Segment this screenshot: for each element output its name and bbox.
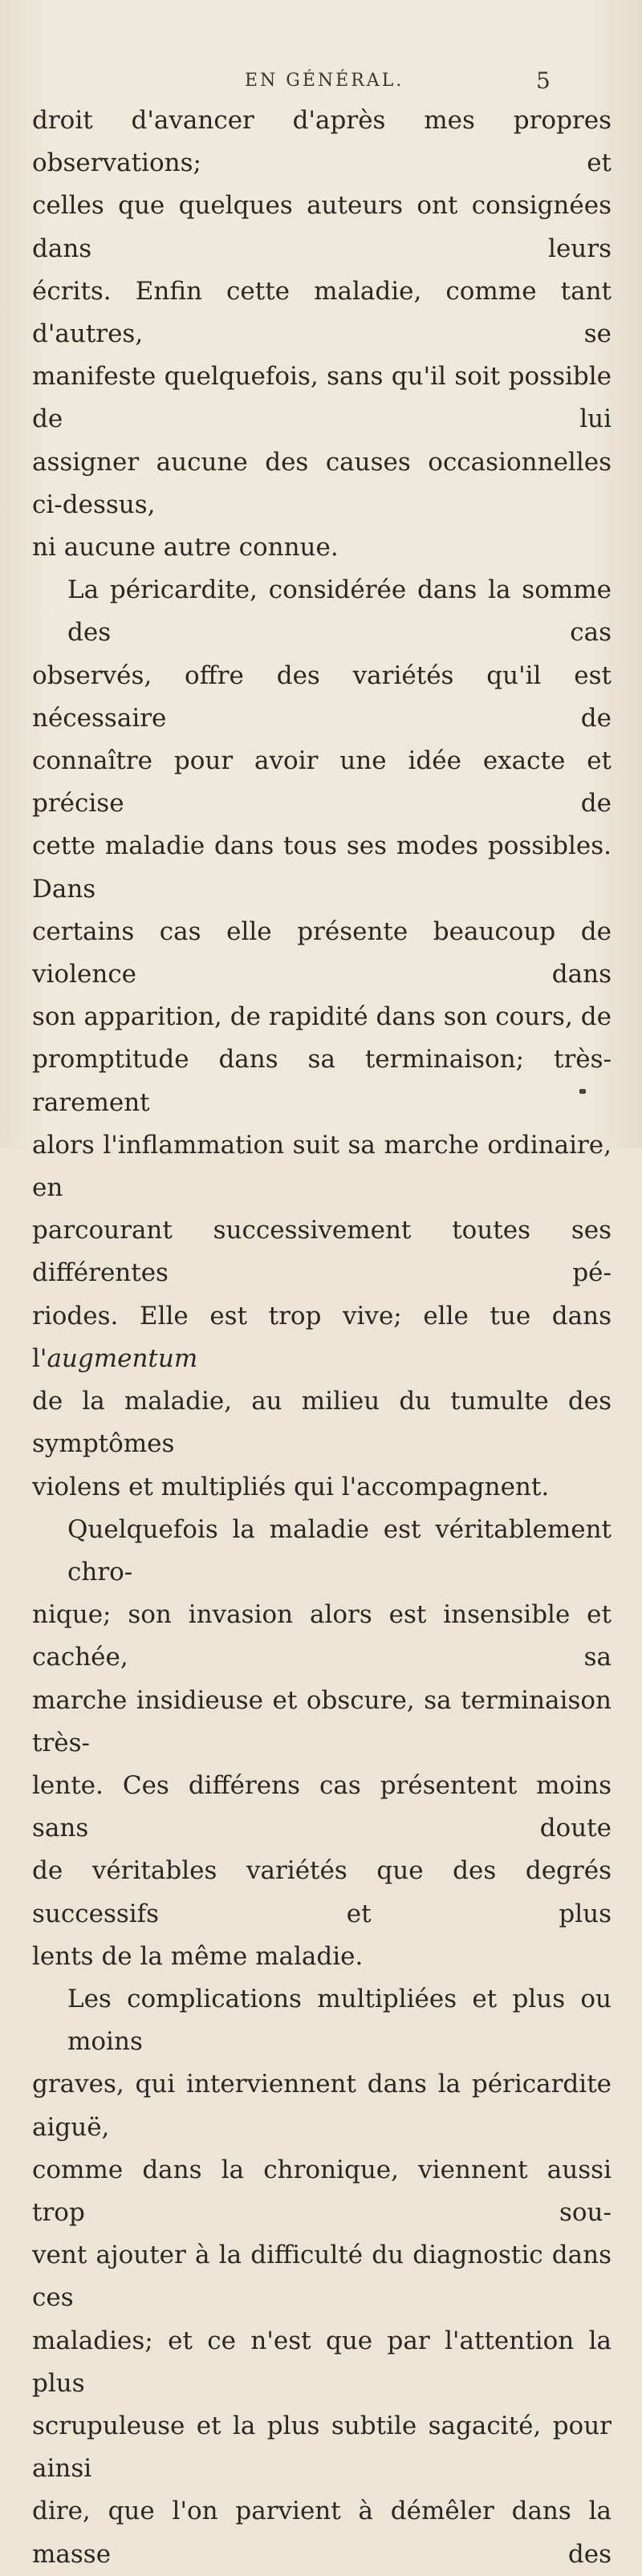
text-line: comme dans la chronique, viennent aussi trop sou- xyxy=(32,2155,612,2227)
text-line: de véritables variétés que des degrés successifs et plus xyxy=(32,1856,612,1928)
text-line: cette maladie dans tous ses modes possibles. Dans xyxy=(32,831,612,904)
page-number: 5 xyxy=(536,67,551,94)
text-line: parcourant successivement toutes ses différentes pé- xyxy=(32,1216,612,1288)
ink-mark xyxy=(579,1089,586,1094)
italic-word: augmentum xyxy=(47,1343,198,1373)
body-text xyxy=(32,100,612,2576)
text-line: manifeste quelquefois, sans qu'il soit possible de lui xyxy=(32,362,612,434)
text-line: maladies; et ce n'est que par l'attention la plus xyxy=(32,2326,612,2398)
text-line: lents de la même maladie. xyxy=(32,1941,364,1971)
text-line: dire, que l'on parvient à démêler dans la masse des xyxy=(32,2497,612,2569)
page-header xyxy=(0,67,642,103)
text-line: alors l'inflammation suit sa marche ordinaire, en xyxy=(32,1130,612,1203)
text-line: observés, offre des variétés qu'il est nécessaire de xyxy=(32,660,612,733)
text-line: connaître pour avoir une idée exacte et précise de xyxy=(32,746,612,819)
text-line: nique; son invasion alors est insensible et cachée, sa xyxy=(32,1600,612,1672)
text-line: droit d'avancer d'après mes propres observations; et xyxy=(32,106,612,178)
text-line: graves, qui interviennent dans la péricardite aiguë, xyxy=(32,2070,612,2142)
text-line: son apparition, de rapidité dans son cours, de xyxy=(32,1002,612,1032)
text-line: scrupuleuse et la plus subtile sagacité, pour ainsi xyxy=(32,2411,612,2484)
text-line: ni aucune autre connue. xyxy=(32,533,339,563)
running-title: EN GÉNÉRAL. xyxy=(245,71,404,91)
text-fragment: riodes. Elle est trop vive; elle tue dans l' xyxy=(32,1301,612,1373)
text-line: Les complications multipliées et plus ou moins xyxy=(67,1984,612,2057)
text-line: de la maladie, au milieu du tumulte des symptômes xyxy=(32,1387,612,1459)
text-line: Quelquefois la maladie est véritablement chro- xyxy=(67,1514,612,1587)
text-line: certains cas elle présente beaucoup de violence dans xyxy=(32,916,612,989)
text-line: promptitude dans sa terminaison; très-rarement xyxy=(32,1045,612,1117)
text-line: écrits. Enfin cette maladie, comme tant d'autres, se xyxy=(32,276,612,349)
text-line xyxy=(32,1295,612,1380)
text-line: vent ajouter à la difficulté du diagnostic dans ces xyxy=(32,2241,612,2313)
text-line: violens et multipliés qui l'accompagnent. xyxy=(32,1472,550,1501)
text-line: marche insidieuse et obscure, sa terminaison très- xyxy=(32,1685,612,1757)
text-line: La péricardite, considérée dans la somme des cas xyxy=(67,575,612,648)
text-line: assigner aucune des causes occasionnelles ci-dessus, xyxy=(32,447,612,519)
text-line: lente. Ces différens cas présentent moins sans doute xyxy=(32,1770,612,1843)
text-line: celles que quelques auteurs ont consignées dans leurs xyxy=(32,191,612,263)
